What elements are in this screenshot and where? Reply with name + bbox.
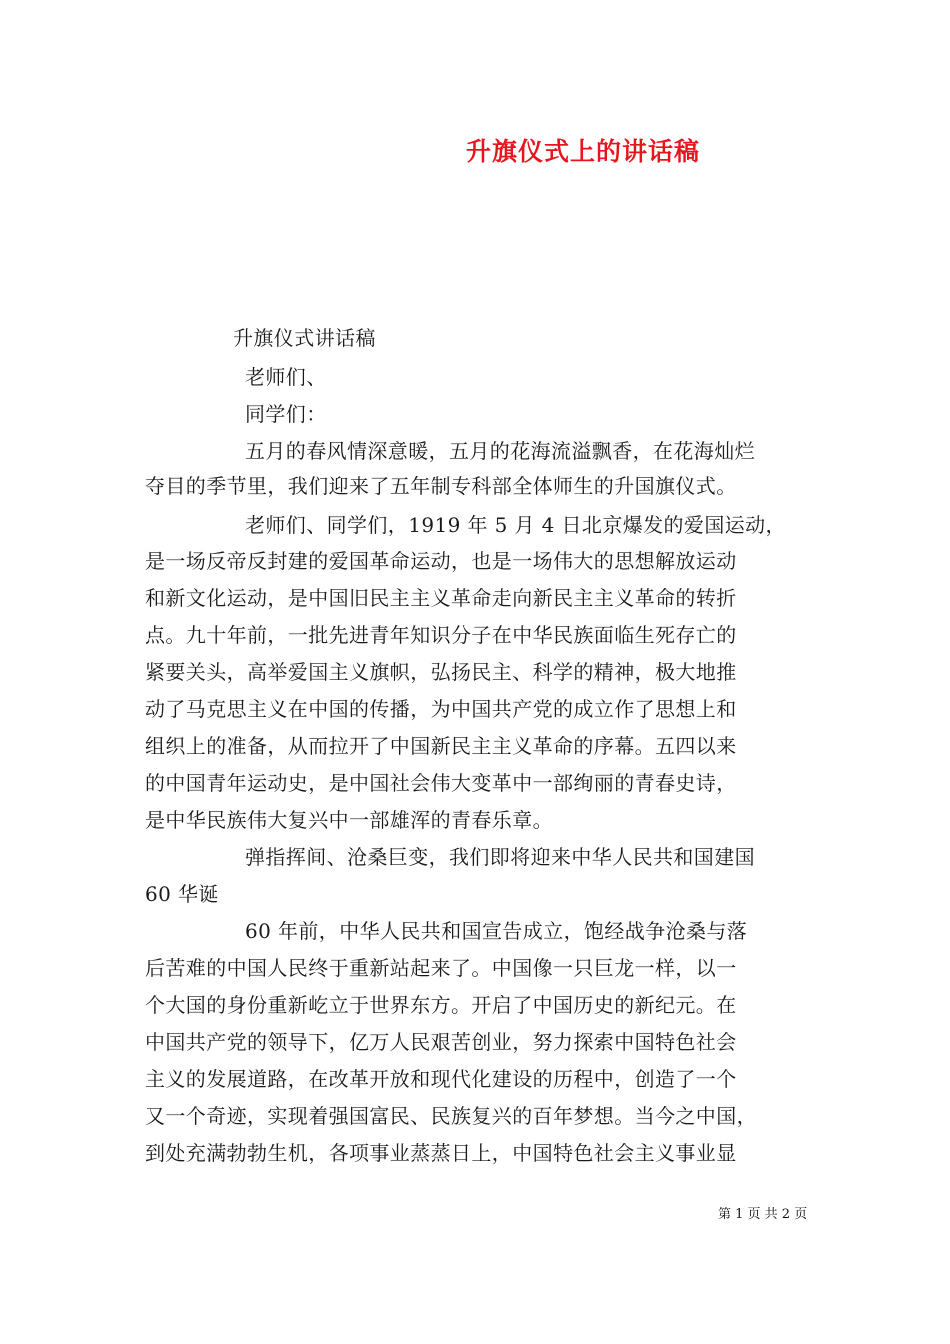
body-line: 和新文化运动，是中国旧民主主义革命走向新民主主义革命的转折: [145, 586, 737, 610]
document-title: 升旗仪式上的讲话稿: [465, 137, 700, 166]
body-line: 弹指挥间、沧桑巨变，我们即将迎来中华人民共和国建国: [245, 845, 755, 869]
body-line: 五月的春风情深意暖，五月的花海流溢飘香，在花海灿烂: [245, 439, 755, 463]
body-line: 同学们：: [245, 402, 327, 426]
body-line: 到处充满勃勃生机，各项事业蒸蒸日上，中国特色社会主义事业显: [145, 1141, 737, 1165]
body-line: 中国共产党的领导下，亿万人民艰苦创业，努力探索中国特色社会: [145, 1030, 737, 1054]
body-line: 是中华民族伟大复兴中一部雄浑的青春乐章。: [145, 808, 553, 832]
page-number: 第 1 页 共 2 页: [718, 1207, 808, 1222]
body-line: 是一场反帝反封建的爱国革命运动，也是一场伟大的思想解放运动: [145, 549, 737, 573]
body-line: 升旗仪式讲话稿: [233, 326, 376, 350]
body-line: 个大国的身份重新屹立于世界东方。开启了中国历史的新纪元。在: [145, 993, 737, 1017]
body-line: 夺目的季节里，我们迎来了五年制专科部全体师生的升国旗仪式。: [145, 474, 737, 498]
body-line: 组织上的准备，从而拉开了中国新民主主义革命的序幕。五四以来: [145, 734, 737, 758]
body-line: 紧要关头，高举爱国主义旗帜，弘扬民主、科学的精神，极大地推: [145, 660, 737, 684]
body-line: 动了马克思主义在中国的传播，为中国共产党的成立作了思想上和: [145, 697, 737, 721]
body-line: 老师们、同学们，1919 年 5 月 4 日北京爆发的爱国运动，: [245, 513, 786, 537]
body-line: 主义的发展道路，在改革开放和现代化建设的历程中，创造了一个: [145, 1067, 737, 1091]
body-line: 60 华诞: [145, 882, 219, 906]
body-line: 老师们、: [245, 365, 327, 389]
body-line: 60 年前，中华人民共和国宣告成立，饱经战争沧桑与落: [245, 919, 748, 943]
body-line: 点。九十年前，一批先进青年知识分子在中华民族面临生死存亡的: [145, 623, 737, 647]
body-line: 的中国青年运动史，是中国社会伟大变革中一部绚丽的青春史诗，: [145, 771, 737, 795]
body-line: 后苦难的中国人民终于重新站起来了。中国像一只巨龙一样，以一: [145, 956, 737, 980]
body-line: 又一个奇迹，实现着强国富民、民族复兴的百年梦想。当今之中国，: [145, 1104, 757, 1128]
